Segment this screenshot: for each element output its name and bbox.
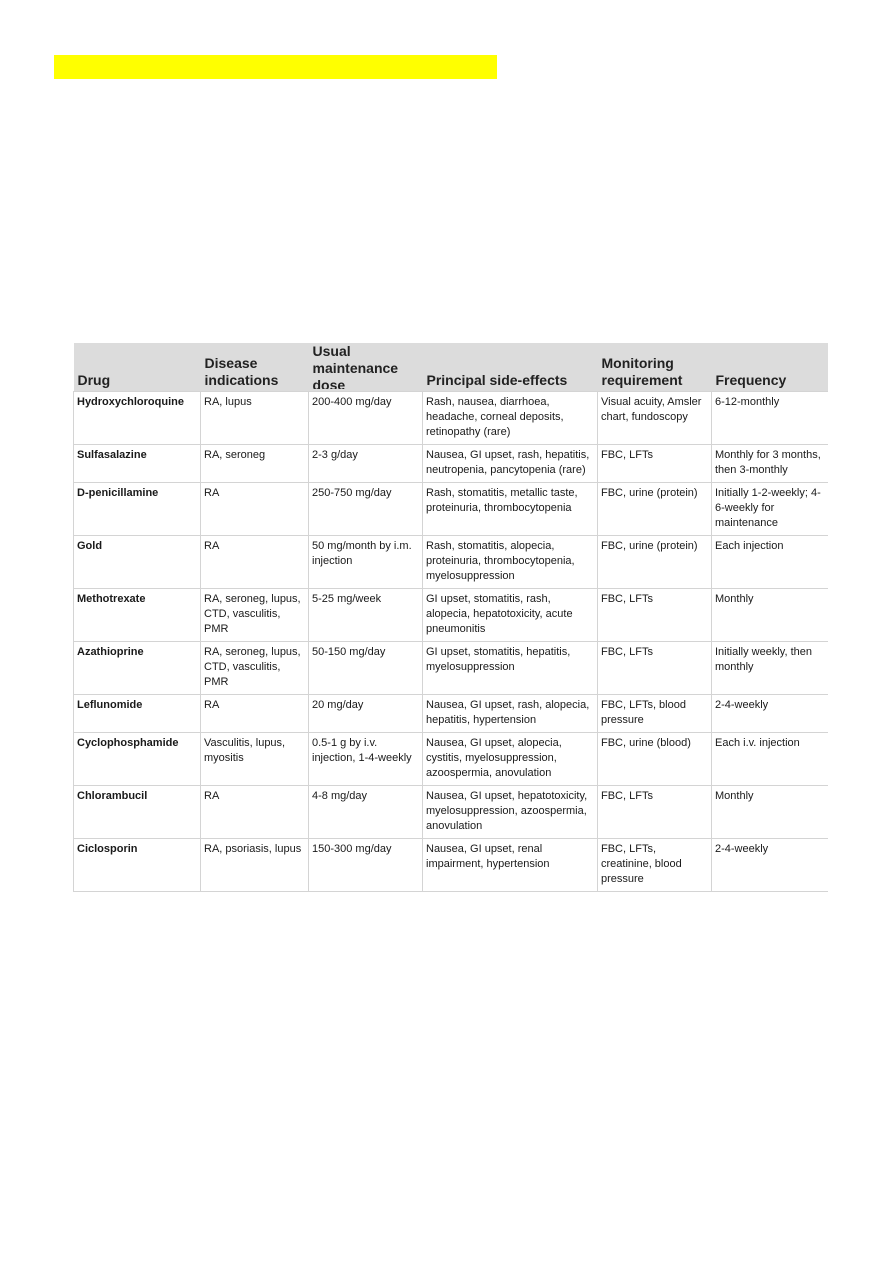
cell-dose: 250-750 mg/day [309, 483, 423, 536]
header-frequency: Frequency [715, 372, 787, 388]
cell-disease: RA [201, 695, 309, 733]
header-monitoring-requirement: Monitoring requirement [601, 355, 683, 388]
cell-frequency: 2-4-weekly [712, 839, 829, 892]
cell-dose: 50 mg/month by i.m. injection [309, 536, 423, 589]
table-row [74, 536, 829, 589]
table-row [74, 733, 829, 786]
cell-dose: 150-300 mg/day [309, 839, 423, 892]
table-header-row [74, 343, 829, 392]
cell-drug: Methotrexate [74, 589, 201, 642]
cell-side-effects: GI upset, stomatitis, hepatitis, myelosuppression [423, 642, 598, 695]
highlighted-heading-bar [54, 55, 497, 79]
cell-drug: Sulfasalazine [74, 445, 201, 483]
cell-dose: 5-25 mg/week [309, 589, 423, 642]
cell-disease: RA [201, 786, 309, 839]
cell-frequency: Monthly for 3 months, then 3-monthly [712, 445, 829, 483]
cell-monitoring: FBC, urine (blood) [598, 733, 712, 786]
cell-disease: RA, psoriasis, lupus [201, 839, 309, 892]
cell-monitoring: Visual acuity, Amsler chart, fundoscopy [598, 392, 712, 445]
header-disease-indications: Disease indications [204, 355, 279, 388]
cell-side-effects: Nausea, GI upset, hepatotoxicity, myelosuppression, azoospermia, anovulation [423, 786, 598, 839]
table-row [74, 589, 829, 642]
cell-frequency: Initially 1-2-weekly; 4-6-weekly for maintenance [712, 483, 829, 536]
cell-side-effects: Rash, stomatitis, alopecia, proteinuria, thrombocytopenia, myelosuppression [423, 536, 598, 589]
cell-dose: 20 mg/day [309, 695, 423, 733]
cell-side-effects: GI upset, stomatitis, rash, alopecia, hepatotoxicity, acute pneumonitis [423, 589, 598, 642]
cell-dose: 50-150 mg/day [309, 642, 423, 695]
table-row [74, 786, 829, 839]
cell-drug: Ciclosporin [74, 839, 201, 892]
cell-side-effects: Nausea, GI upset, alopecia, cystitis, myelosuppression, azoospermia, anovulation [423, 733, 598, 786]
cell-monitoring: FBC, LFTs [598, 445, 712, 483]
table-row [74, 392, 829, 445]
cell-frequency: Each i.v. injection [712, 733, 829, 786]
cell-dose: 2-3 g/day [309, 445, 423, 483]
cell-disease: RA, seroneg [201, 445, 309, 483]
cell-frequency: Monthly [712, 589, 829, 642]
table-row [74, 839, 829, 892]
cell-frequency: Each injection [712, 536, 829, 589]
cell-dose: 200-400 mg/day [309, 392, 423, 445]
cell-drug: D-penicillamine [74, 483, 201, 536]
cell-drug: Cyclophosphamide [74, 733, 201, 786]
table-row [74, 695, 829, 733]
cell-frequency: 2-4-weekly [712, 695, 829, 733]
cell-monitoring: FBC, urine (protein) [598, 536, 712, 589]
header-maintenance-dose: Usual maintenance dose [312, 343, 399, 389]
cell-monitoring: FBC, LFTs, creatinine, blood pressure [598, 839, 712, 892]
header-side-effects: Principal side-effects [426, 372, 568, 388]
cell-side-effects: Nausea, GI upset, rash, alopecia, hepatitis, hypertension [423, 695, 598, 733]
cell-frequency: Initially weekly, then monthly [712, 642, 829, 695]
cell-disease: RA [201, 483, 309, 536]
cell-dose: 0.5-1 g by i.v. injection, 1-4-weekly [309, 733, 423, 786]
cell-drug: Azathioprine [74, 642, 201, 695]
dmard-monitoring-table-container [73, 343, 828, 902]
cell-monitoring: FBC, LFTs [598, 642, 712, 695]
cell-frequency: 6-12-monthly [712, 392, 829, 445]
cell-dose: 4-8 mg/day [309, 786, 423, 839]
table-row [74, 445, 829, 483]
cell-monitoring: FBC, LFTs [598, 786, 712, 839]
cell-disease: RA, lupus [201, 392, 309, 445]
cell-side-effects: Rash, stomatitis, metallic taste, proteinuria, thrombocytopenia [423, 483, 598, 536]
cell-drug: Chlorambucil [74, 786, 201, 839]
cell-disease: RA [201, 536, 309, 589]
cell-frequency: Monthly [712, 786, 829, 839]
table-row [74, 483, 829, 536]
cell-drug: Gold [74, 536, 201, 589]
table-row [74, 642, 829, 695]
cell-monitoring: FBC, LFTs, blood pressure [598, 695, 712, 733]
cell-side-effects: Rash, nausea, diarrhoea, headache, corneal deposits, retinopathy (rare) [423, 392, 598, 445]
cell-side-effects: Nausea, GI upset, renal impairment, hypertension [423, 839, 598, 892]
cell-disease: RA, seroneg, lupus, CTD, vasculitis, PMR [201, 589, 309, 642]
cell-monitoring: FBC, LFTs [598, 589, 712, 642]
dmard-monitoring-table [73, 343, 828, 892]
cell-side-effects: Nausea, GI upset, rash, hepatitis, neutropenia, pancytopenia (rare) [423, 445, 598, 483]
cell-drug: Hydroxychloroquine [74, 392, 201, 445]
cell-disease: Vasculitis, lupus, myositis [201, 733, 309, 786]
cell-drug: Leflunomide [74, 695, 201, 733]
cell-disease: RA, seroneg, lupus, CTD, vasculitis, PMR [201, 642, 309, 695]
header-drug: Drug [77, 372, 111, 388]
cell-monitoring: FBC, urine (protein) [598, 483, 712, 536]
